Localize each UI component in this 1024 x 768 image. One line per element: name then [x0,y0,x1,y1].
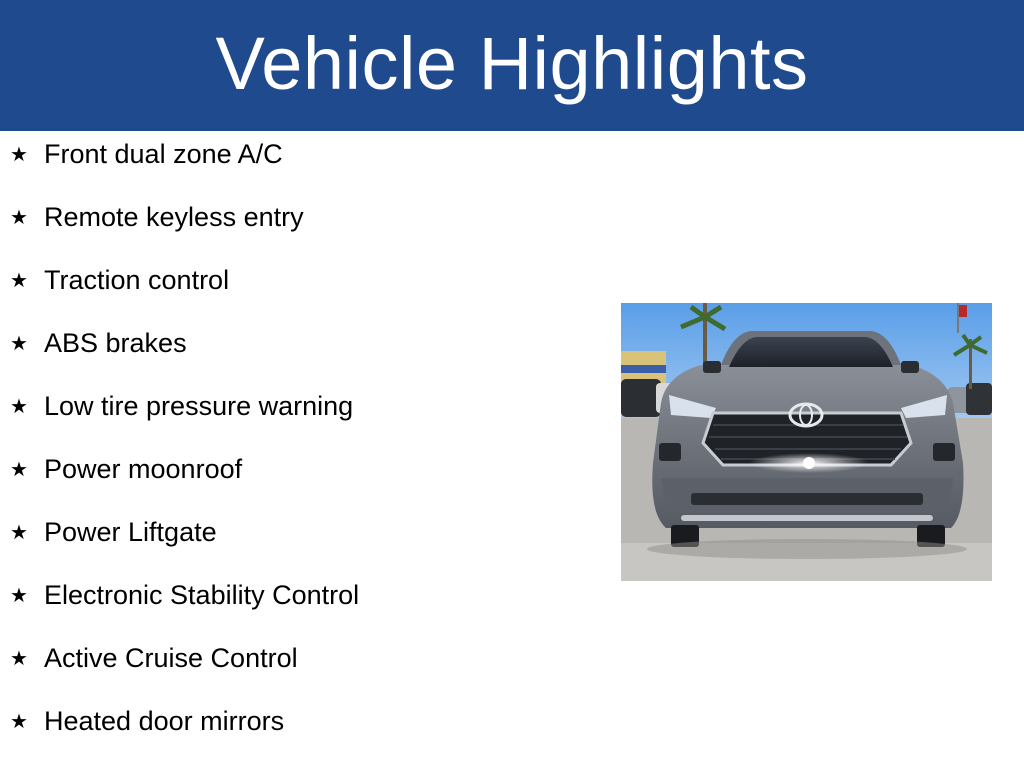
feature-label: Remote keyless entry [44,202,304,232]
star-icon: ★ [10,394,28,418]
feature-label: Power Liftgate [44,517,217,547]
star-icon: ★ [10,331,28,355]
star-icon: ★ [10,646,28,670]
list-item [10,581,359,644]
header-banner [0,0,1024,131]
vehicle-photo [621,303,992,581]
feature-label: Active Cruise Control [44,643,298,673]
list-item [10,644,359,707]
feature-label: Traction control [44,265,230,295]
star-icon: ★ [10,583,28,607]
star-icon: ★ [10,709,28,733]
feature-label: Low tire pressure warning [44,391,354,421]
page-title: Vehicle Highlights [215,22,809,105]
list-item [10,266,359,329]
star-icon: ★ [10,520,28,544]
star-icon: ★ [10,142,28,166]
feature-label: Electronic Stability Control [44,580,360,610]
feature-list [10,140,359,768]
star-icon: ★ [10,457,28,481]
list-item [10,455,359,518]
list-item [10,392,359,455]
star-icon: ★ [10,205,28,229]
list-item [10,707,359,768]
list-item [10,203,359,266]
feature-label: ABS brakes [44,328,187,358]
feature-label: Power moonroof [44,454,243,484]
list-item [10,329,359,392]
feature-label: Front dual zone A/C [44,139,283,169]
list-item [10,140,359,203]
list-item [10,518,359,581]
star-icon: ★ [10,268,28,292]
feature-label: Heated door mirrors [44,706,285,736]
